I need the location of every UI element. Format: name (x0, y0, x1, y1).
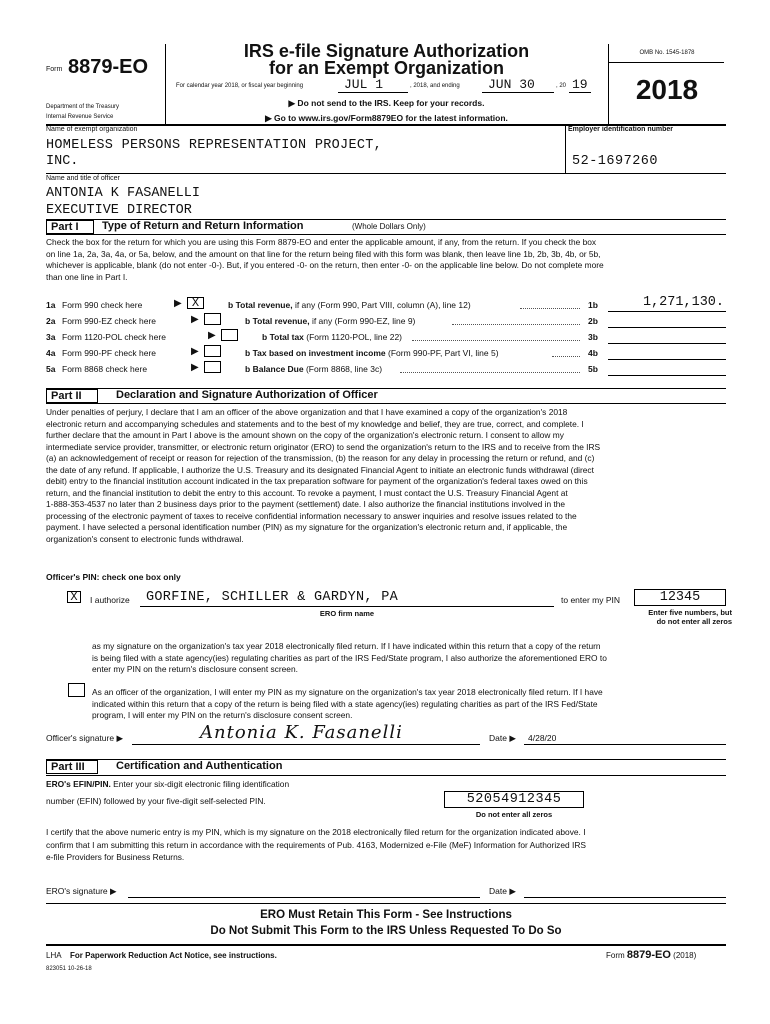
part1-title-note: (Whole Dollars Only) (352, 222, 426, 231)
form-code: 823051 10-26-18 (46, 966, 92, 972)
amount-underline (608, 359, 726, 360)
return-type-label: Form 990-EZ check here (62, 316, 157, 326)
officer-label: Name and title of officer (46, 175, 120, 182)
dot-leader (520, 308, 580, 309)
line-b-bold: Total tax (269, 332, 304, 342)
line-b-rest: (Form 8868, line 3c) (303, 364, 383, 374)
amount-underline (608, 375, 726, 376)
efin-note: Do not enter all zeros (475, 810, 553, 819)
declaration-line: return, and the financial institution to debit the entry to this account. To revoke a payment, I must contact the U.S. Treasury Financial Agent at (46, 487, 568, 498)
certification-line: e-file Providers for Business Returns. (46, 852, 185, 862)
option1-line: as my signature on the organization's tax year 2018 electronically filed return. If I have indicated within this return that a copy of the return (92, 641, 601, 651)
line-b-bold: Tax based on investment income (252, 348, 386, 358)
form-reference (606, 949, 696, 961)
part2-title: Declaration and Signature Authorization of Officer (116, 389, 378, 401)
arrow-icon: ▶ (191, 314, 199, 325)
ero-date-label: Date ▶ (489, 886, 516, 896)
retain-notice: ERO Must Retain This Form - See Instructions (260, 909, 512, 921)
arrow-icon: ▶ (191, 362, 199, 373)
ero-firm-label: ERO firm name (319, 609, 375, 618)
officer-signature-label: Officer's signature ▶ (46, 733, 123, 743)
tax-year: 2018 (635, 74, 699, 105)
declaration-line: (a) an acknowledgement of receipt or reason for rejection of the transmission, (b) the reason for any delay in processing the return or refund, and (c) (46, 453, 595, 463)
form-prefix: Form (46, 66, 63, 73)
declaration-line: electronic return and accompanying schedules and statements and to the best of my knowledge and belief, they are true, correct, and complete. I (46, 418, 584, 429)
fiscal-begin-date: JUL 1 (344, 77, 384, 92)
to-enter-pin-text: to enter my PIN (561, 595, 621, 605)
instruction-keep-records: ▶ Do not send to the IRS. Keep for your records. (288, 98, 485, 108)
dot-leader (552, 356, 580, 357)
line-b-letter: b (228, 300, 234, 310)
efin-instruction (46, 779, 289, 791)
ero-signature-label: ERO's signature ▶ (46, 886, 117, 896)
efin-pin-field[interactable]: 52054912345 (444, 791, 584, 808)
efin-rest: Enter your six-digit electronic filing identification (110, 779, 290, 789)
part1-intro (46, 237, 726, 283)
part2-label: Part II (46, 389, 98, 403)
part1-intro-line: Check the box for the return for which you are using this Form 8879-EO and enter the applicable amount, if any, from the return. If you check the box (46, 237, 597, 247)
line-b-rest: if any (Form 990, Part VIII, column (A), line 12) (292, 300, 471, 310)
pin-note-line1: Enter five numbers, but (648, 608, 732, 617)
declaration-line: Under penalties of perjury, I declare that I am an officer of the above organization and that I have examined a copy of the organization's 2018 (46, 407, 568, 417)
form-ref-prefix: Form (606, 951, 625, 960)
part1-intro-line: whichever is applicable, blank (do not enter -0-). But, if you entered -0- on the return, then enter -0- on the applicable line below. Do not complete more (46, 260, 604, 271)
row-number: 4a (46, 348, 56, 358)
declaration-line: processing of the electronic payment of taxes to receive confidential information necessary to answer inquiries and resolve issues related to the (46, 510, 577, 521)
return-type-checkbox[interactable] (204, 345, 221, 357)
dot-leader (452, 324, 580, 325)
ein-value[interactable]: 52-1697260 (572, 154, 659, 169)
line-number: 3b (588, 332, 598, 342)
declaration-line: debit) entry to the financial institution account indicated in the tax preparation software for payment of the organization's federal taxes owed on this (46, 476, 588, 486)
part3-title: Certification and Authentication (116, 760, 283, 772)
dot-leader (400, 372, 580, 373)
line-b-description (262, 332, 402, 342)
return-type-label: Form 8868 check here (62, 364, 148, 374)
part1-intro-line: than one line in Part I. (46, 271, 128, 282)
line-b-bold: Total revenue, (252, 316, 310, 326)
option1-line: enter my PIN on the return's disclosure consent screen. (92, 664, 298, 675)
self-pin-checkbox[interactable] (68, 683, 85, 697)
line-number: 2b (588, 316, 598, 326)
pin-heading: Officer's PIN: check one box only (46, 572, 181, 582)
efin-line2: number (EFIN) followed by your five-digit self-selected PIN. (46, 796, 266, 806)
line-b-description (245, 348, 499, 358)
declaration-line: 1-888-353-4537 no later than 2 business days prior to the payment (settlement) date. I also authorize the financial institutions involved in the (46, 499, 566, 509)
option1-text (92, 641, 728, 676)
org-name-line1[interactable]: HOMELESS PERSONS REPRESENTATION PROJECT, (46, 138, 383, 153)
line-b-rest: (Form 990-PF, Part VI, line 5) (385, 348, 499, 358)
form-title-line1: IRS e-file Signature Authorization (243, 41, 530, 61)
officer-pin-field[interactable]: 12345 (634, 589, 726, 606)
pin-note-line2: do not enter all zeros (656, 617, 732, 626)
return-type-checkbox[interactable]: X (187, 297, 204, 309)
dept-line2: Internal Revenue Service (46, 114, 114, 120)
paperwork-notice: For Paperwork Reduction Act Notice, see instructions. (70, 951, 277, 960)
line-b-rest: (Form 1120-POL, line 22) (303, 332, 403, 342)
return-type-label: Form 990-PF check here (62, 348, 157, 358)
line-b-bold: Total revenue, (235, 300, 293, 310)
dot-leader (412, 340, 580, 341)
line-number: 1b (588, 300, 598, 310)
officer-signature[interactable]: Antonia K. Fasanelli (200, 722, 403, 743)
line-number: 5b (588, 364, 598, 374)
amount-underline (608, 327, 726, 328)
line-b-description (245, 316, 415, 326)
certification-line: confirm that I am submitting this return in accordance with the requirements of Pub. 4163, Modernized e-File (MeF) Information for Authorized IRS (46, 839, 586, 850)
form-number: 8879-EO (68, 56, 149, 78)
calendar-text: For calendar year 2018, or fiscal year beginning (176, 83, 304, 89)
pin-note (626, 608, 732, 626)
declaration-line: the date of any refund. If applicable, I authorize the U.S. Treasury and its designated Financial Agent to initiate an electronic funds withdrawal (direct (46, 464, 594, 475)
return-type-label: Form 1120-POL check here (62, 332, 166, 342)
line-b-letter: b (245, 348, 251, 358)
row-number: 2a (46, 316, 56, 326)
i-authorize-text: I authorize (90, 595, 130, 605)
amount-underline (608, 343, 726, 344)
return-type-checkbox[interactable] (204, 361, 221, 373)
row-number: 3a (46, 332, 56, 342)
option2-text (92, 687, 728, 722)
line-b-letter: b (245, 364, 251, 374)
line-b-description (228, 300, 471, 310)
line-b-rest: if any (Form 990-EZ, line 9) (309, 316, 416, 326)
part3-label: Part III (46, 760, 98, 774)
row-number: 5a (46, 364, 56, 374)
amount-field[interactable]: 1,271,130. (642, 295, 724, 310)
omb-number: OMB No. 1545-1878 (639, 50, 695, 56)
return-type-checkbox[interactable] (221, 329, 238, 341)
arrow-icon: ▶ (191, 346, 199, 357)
part1-intro-line: on line 1a, 2a, 3a, 4a, or 5a, below, and the amount on that line for the return being filed with this form was blank, then leave line 1b, 2b, 3b, 4b, or 5b, (46, 248, 601, 259)
option2-line: indicated within this return that a copy of the return is being filed with a state agency(ies) regulating charities as part of the IRS Fed/State (92, 698, 598, 709)
return-type-checkbox[interactable] (204, 313, 221, 325)
ero-firm-name[interactable]: GORFINE, SCHILLER & GARDYN, PA (146, 590, 399, 605)
amount-underline (608, 311, 726, 312)
officer-title[interactable]: EXECUTIVE DIRECTOR (46, 203, 192, 218)
declaration-line: payment. I have selected a personal identification number (PIN) as my signature for the organization's electronic return and, if applicable, the (46, 522, 568, 532)
part1-title: Type of Return and Return Information (102, 220, 304, 232)
line-b-description (245, 364, 382, 374)
line-b-bold: Balance Due (252, 364, 304, 374)
line-b-letter: b (245, 316, 251, 326)
return-type-label: Form 990 check here (62, 300, 143, 310)
fiscal-end-year: 19 (572, 77, 588, 92)
row-number: 1a (46, 300, 56, 310)
officer-date-label: Date ▶ (489, 733, 516, 743)
ero-pin-checkbox[interactable]: X (67, 591, 81, 603)
org-name-line2[interactable]: INC. (46, 154, 79, 169)
option1-line: is being filed with a state agency(ies) regulating charities as part of the IRS Fed/State program, I also authorize the aforementioned ERO to (92, 652, 607, 663)
option2-line: As an officer of the organization, I will enter my PIN as my signature on the organization's tax year 2018 electronically filed return. If I have (92, 687, 603, 697)
instruction-irs-link[interactable]: ▶ Go to www.irs.gov/Form8879EO for the latest information. (265, 113, 508, 123)
option2-line: program, I will enter my PIN on the return's disclosure consent screen. (92, 710, 353, 721)
officer-date[interactable]: 4/28/20 (528, 733, 557, 743)
form-title-line2: for an Exempt Organization (268, 58, 505, 78)
certification-text (46, 826, 728, 864)
submit-notice: Do Not Submit This Form to the IRS Unless Requested To Do So (210, 925, 562, 937)
arrow-icon: ▶ (174, 298, 182, 309)
fiscal-end-date: JUN 30 (488, 77, 535, 92)
lha-label: LHA (46, 951, 62, 960)
form-ref-year: (2018) (673, 951, 697, 960)
mid-text: , 2018, and ending (410, 83, 460, 89)
declaration-line: intermediate service provider, transmitter, or electronic return originator (ERO) to send the organization's return to the IRS and to receive from the IRS (46, 441, 601, 452)
certification-line: I certify that the above numeric entry is my PIN, which is my signature on the 2018 electronically filed return for the organization indicated above. I (46, 827, 586, 837)
efin-bold: ERO's EFIN/PIN. (46, 779, 111, 789)
declaration-line: further declare that the amount in Part I above is the amount shown on the copy of the organization's electronic return. I consent to allow my (46, 430, 564, 440)
line-b-letter: b (262, 332, 268, 342)
form-ref-number: 8879-EO (626, 949, 671, 961)
part2-declaration (46, 407, 726, 545)
officer-name[interactable]: ANTONIA K FASANELLI (46, 186, 200, 201)
ein-label: Employer identification number (568, 126, 674, 133)
org-name-label: Name of exempt organization (46, 126, 138, 133)
dept-line1: Department of the Treasury (46, 104, 120, 110)
arrow-icon: ▶ (208, 330, 216, 341)
line-number: 4b (588, 348, 598, 358)
declaration-line: organization's consent to electronic funds withdrawal. (46, 533, 244, 544)
year-prefix: , 20 (556, 83, 567, 89)
part1-label: Part I (46, 220, 94, 234)
